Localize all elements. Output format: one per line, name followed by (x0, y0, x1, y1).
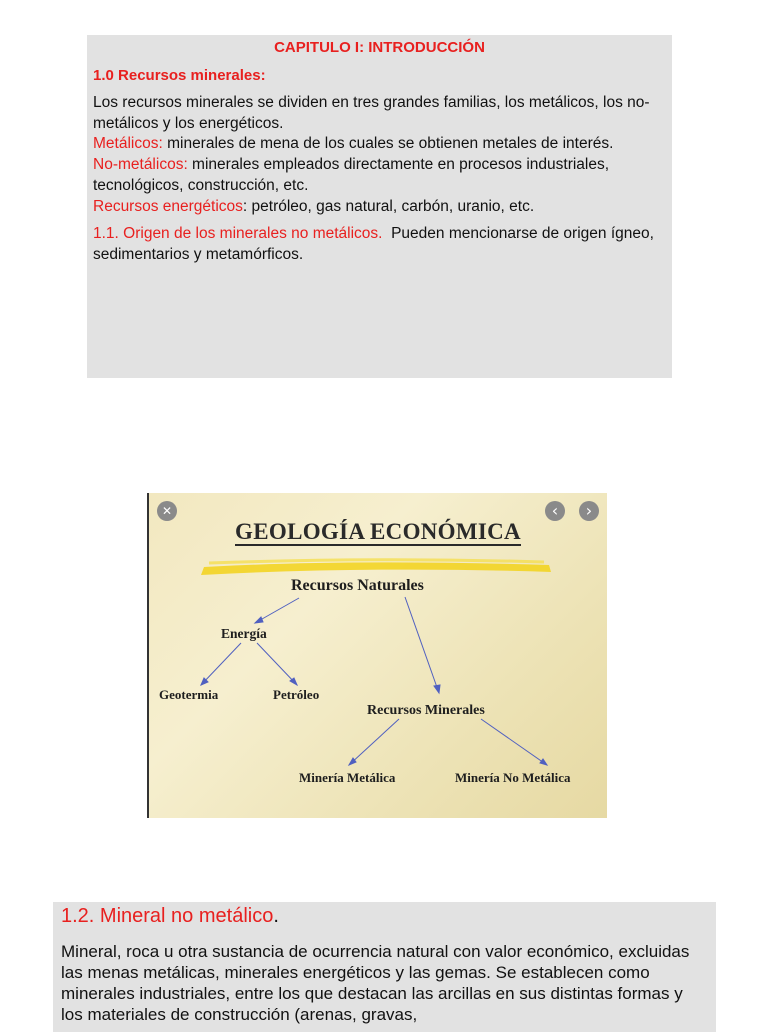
origin-label: 1.1. Origen de los minerales no metálicos. (93, 225, 383, 243)
node-recursos-naturales: Recursos Naturales (291, 577, 424, 594)
section-title-text: 1.2. Mineral no metálico (61, 905, 274, 927)
node-mineria-no-metalica: Minería No Metálica (455, 770, 571, 785)
item-label: Metálicos: (93, 135, 163, 153)
intro-section (87, 35, 672, 378)
arrow-minerales-nometalica (481, 719, 547, 765)
section-body: Mineral, roca u otra sustancia de ocurrencia natural con valor económico, excluidas las menas metálicas, minerales energéticos y las gemas. Se establecen como minerales industriales, entre los que destacan las arcillas en sus distintas formas y los materiales de construcción (arenas, gravas, (61, 942, 690, 1024)
section-title (61, 903, 708, 929)
intro-paragraph (93, 93, 666, 217)
node-recursos-minerales: Recursos Minerales (367, 703, 485, 718)
node-geotermia: Geotermia (159, 687, 219, 702)
item-label: Recursos energéticos (93, 197, 243, 215)
item-text: minerales de mena de los cuales se obtienen metales de interés. (162, 135, 614, 153)
mineral-no-metalico-section (53, 902, 716, 1032)
arrow-root-minerales (405, 597, 439, 693)
prev-slide-icon[interactable]: ‹ (545, 501, 565, 521)
item-no-metalicos (93, 155, 666, 196)
item-energeticos (93, 197, 666, 218)
intro-text: Los recursos minerales se dividen en tres grandes familias, los metálicos, los no-metálicos y los energéticos. (93, 94, 650, 132)
chapter-heading: CAPITULO I: INTRODUCCIÓN (274, 39, 485, 56)
section-title-period: . (273, 905, 279, 927)
item-metalicos (93, 134, 666, 155)
arrow-minerales-metalica (349, 719, 399, 765)
origin-paragraph (93, 224, 666, 265)
item-text: minerales empleados directamente en procesos industriales, tecnológicos, construcción, etc. (93, 156, 610, 194)
arrow-energia-petroleo (257, 643, 297, 685)
slide-title (149, 519, 607, 545)
next-slide-icon[interactable]: › (579, 501, 599, 521)
item-label: No-metálicos: (93, 156, 188, 174)
geologia-slide-image (147, 493, 607, 818)
origin-text: Pueden mencionarse de origen ígneo, sedimentarios y metamórficos. (93, 225, 659, 263)
section-subheading: 1.0 Recursos minerales: (93, 67, 266, 84)
node-petroleo: Petróleo (273, 687, 320, 702)
arrow-energia-geotermia (201, 643, 241, 685)
item-text: : petróleo, gas natural, carbón, uranio, etc. (242, 197, 535, 215)
node-energia: Energía (221, 626, 267, 641)
slide-title-text: GEOLOGÍA ECONÓMICA (235, 519, 521, 544)
highlight-stroke (201, 562, 551, 575)
node-mineria-metalica: Minería Metálica (299, 770, 396, 785)
close-icon[interactable]: ✕ (157, 501, 177, 521)
